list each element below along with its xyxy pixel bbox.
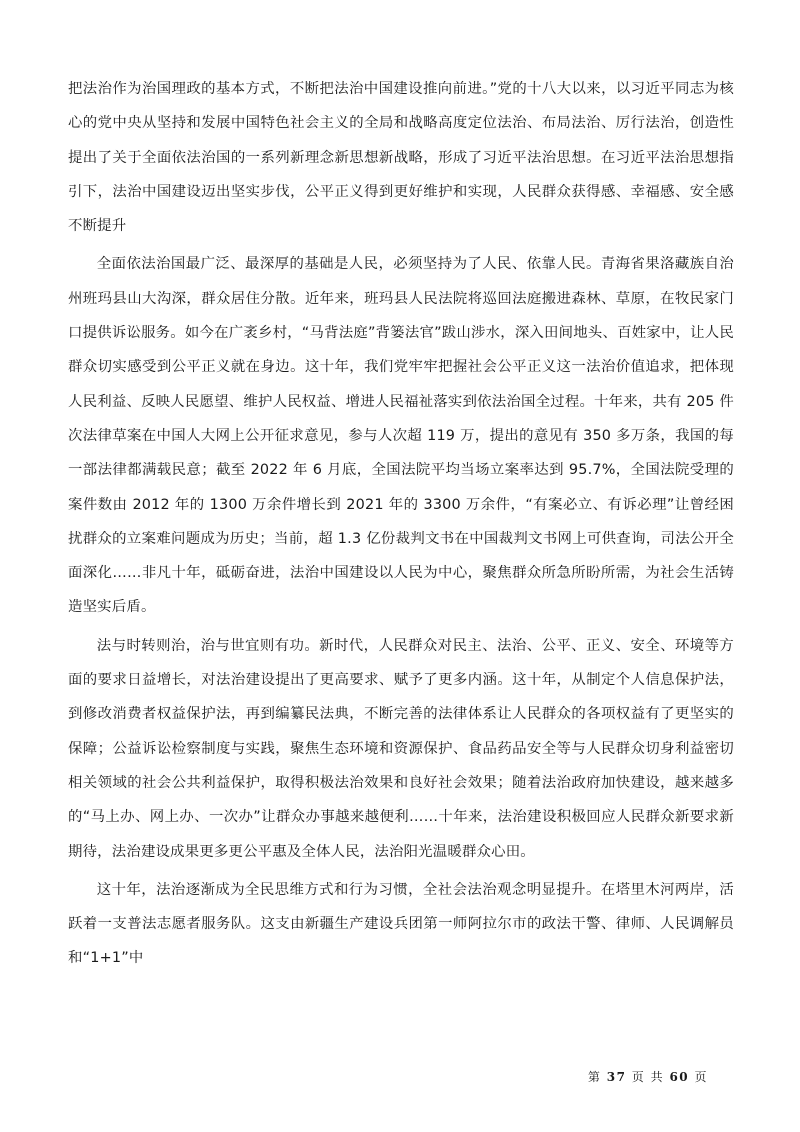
paragraph-3: 法与时转则治，治与世宜则有功。新时代，人民群众对民主、法治、公平、正义、安全、环境等方面的要求日益增长，对法治建设提出了更高要求、赋予了更多内涵。这十年，从制定个人信息保护法，到修改消费者权益保护法，再到编纂民法典，不断完善的法律体系让人民群众的各项权益有了更坚实的保障；公益诉讼检察制度与实践，聚焦生态环境和资源保护、食品药品安全等与人民群众切身利益密切相关领域的社会公共利益保护，取得积极法治效果和良好社会效果；随着法治政府加快建设，越来越多的“马上办、网上办、一次办”让群众办事越来越便利……十年来，法治建设积极回应人民群众新要求新期待，法治建设成果更多更公平惠及全体人民，法治阳光温暖群众心田。	[68, 637, 734, 860]
total-pages-number: 60	[669, 1070, 690, 1084]
paragraph-1: 把法治作为治国理政的基本方式，不断把法治中国建设推向前进。”党的十八大以来，以习近平同志为核心的党中央从坚持和发展中国特色社会主义的全局和战略高度定位法治、布局法治、厉行法治，创造性提出了关于全面依法治国的一系列新理念新思想新战略，形成了习近平法治思想。在习近平法治思想指引下，法治中国建设迈出坚实步伐，公平正义得到更好维护和实现，人民群众获得感、幸福感、安全感不断提升	[68, 81, 734, 235]
footer-prefix: 第	[587, 1070, 602, 1084]
document-body	[68, 72, 734, 980]
page-number-footer	[0, 1068, 800, 1085]
paragraph-4: 这十年，法治逐渐成为全民思维方式和行为习惯，全社会法治观念明显提升。在塔里木河两岸，活跃着一支普法志愿者服务队。这支由新疆生产建设兵团第一师阿拉尔市的政法干警、律师、人民调解员和“1+1”中	[68, 881, 734, 967]
footer-middle: 页 共	[631, 1070, 665, 1084]
current-page-number: 37	[606, 1070, 627, 1084]
paragraph-2: 全面依法治国最广泛、最深厚的基础是人民，必须坚持为了人民、依靠人民。青海省果洛藏族自治州班玛县山大沟深，群众居住分散。近年来，班玛县人民法院将巡回法庭搬进森林、草原，在牧民家门口提供诉讼服务。如今在广袤乡村，“马背法庭”背篓法官”跋山涉水，深入田间地头、百姓家中，让人民群众切实感受到公平正义就在身边。这十年，我们党牢牢把握社会公平正义这一法治价值追求，把体现人民利益、反映人民愿望、维护人民权益、增进人民福祉落实到依法治国全过程。十年来，共有 205 件次法律草案在中国人大网上公开征求意见，参与人次超 119 万，提出的意见有 350 多万条，我国的每一部法律都满载民意；截至 2022 年 6 月底，全国法院平均当场立案率达到 95.7%，全国法院受理的案件数由 2012 年的 1300 万余件增长到 2021 年的 3300 万余件，“有案必立、有诉必理”让曾经困扰群众的立案难问题成为历史；当前，超 1.3 亿份裁判文书在中国裁判文书网上可供查询，司法公开全面深化……非凡十年，砥砺奋进，法治中国建设以人民为中心，聚焦群众所急所盼所需，为社会生活铸造坚实后盾。	[68, 256, 734, 616]
footer-suffix: 页	[694, 1070, 708, 1084]
